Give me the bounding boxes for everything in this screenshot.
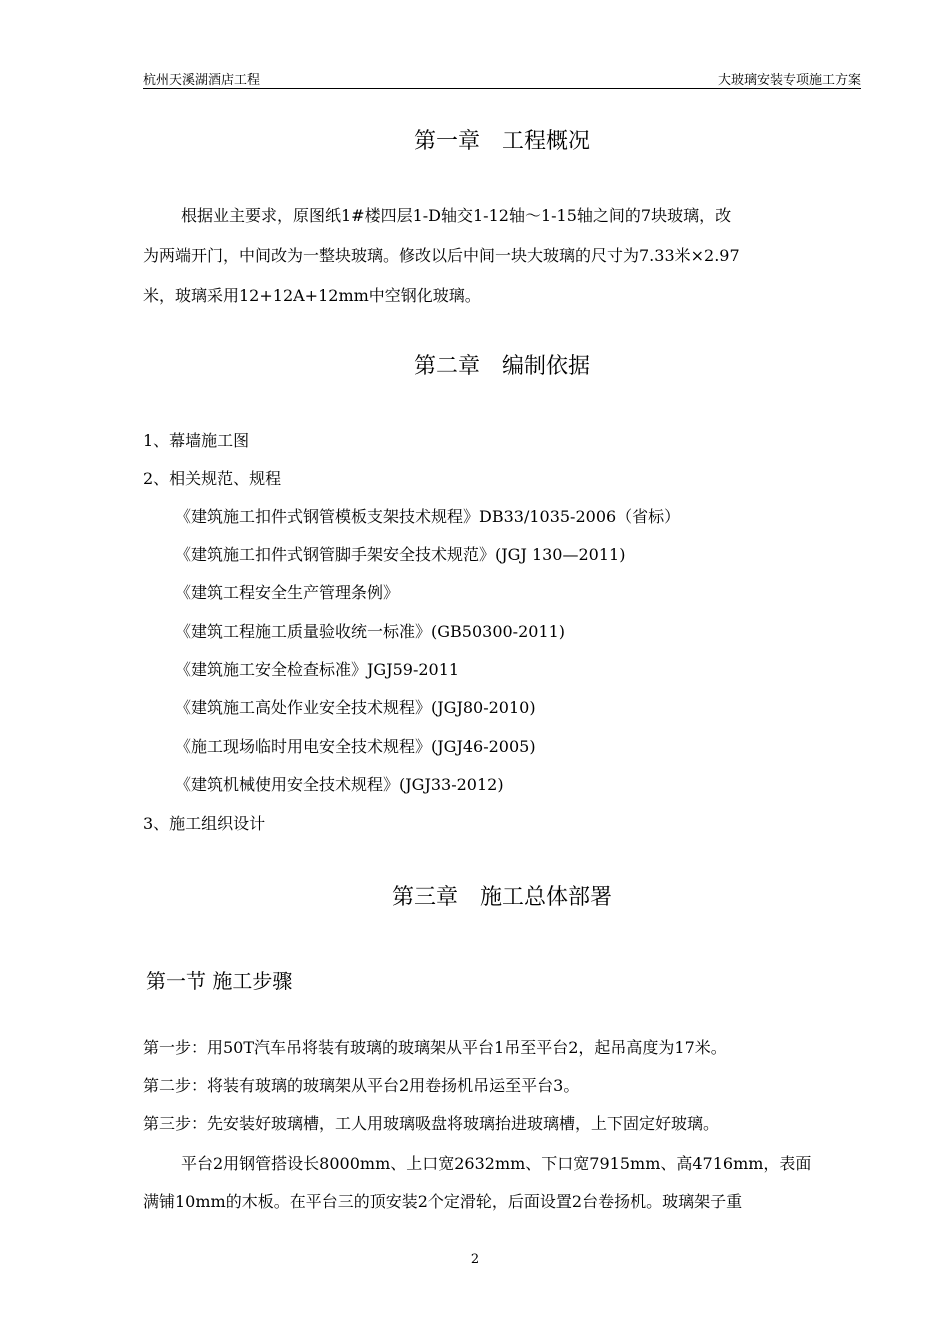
chapter-2-title: 第二章 编制依据 [413,354,590,379]
chapter-1-line-2: 为两端开门，中间改为一整块玻璃。修改以后中间一块大玻璃的尺寸为7.33米×2.97 [143,246,740,265]
basis-item-3: 3、施工组织设计 [143,814,266,833]
chapter-1-line-3: 米，玻璃采用12+12A+12mm中空钢化玻璃。 [143,286,481,305]
step-1: 第一步：用50T汽车吊将装有玻璃的玻璃架从平台1吊至平台2，起吊高度为17米。 [143,1038,727,1057]
basis-item-2: 2、相关规范、规程 [143,469,282,488]
basis-standard-4: 《建筑工程施工质量验收统一标准》(GB50300-2011) [175,622,566,641]
basis-standard-3: 《建筑工程安全生产管理条例》 [175,583,400,602]
platform-paragraph-line-2: 满铺10mm的木板。在平台三的顶安装2个定滑轮，后面设置2台卷扬机。玻璃架子重 [143,1192,743,1211]
platform-paragraph-line-1: 平台2用钢管搭设长8000mm、上口宽2632mm、下口宽7915mm、高4716mm，表面 [181,1154,812,1173]
step-3: 第三步：先安装好玻璃槽，工人用玻璃吸盘将玻璃抬进玻璃槽，上下固定好玻璃。 [143,1114,720,1133]
basis-standard-7: 《施工现场临时用电安全技术规程》(JGJ46-2005) [175,737,536,756]
basis-item-1: 1、幕墙施工图 [143,431,250,450]
chapter-1-title: 第一章 工程概况 [413,129,590,154]
basis-standard-6: 《建筑施工高处作业安全技术规程》(JGJ80-2010) [175,698,536,717]
header-document-title: 大玻璃安装专项施工方案 [717,73,861,88]
basis-standard-5: 《建筑施工安全检查标准》JGJ59-2011 [175,660,460,679]
basis-standard-8: 《建筑机械使用安全技术规程》(JGJ33-2012) [175,775,504,794]
basis-standard-2: 《建筑施工扣件式钢管脚手架安全技术规范》(JGJ 130—2011) [175,545,626,564]
chapter-3-title: 第三章 施工总体部署 [391,885,612,910]
chapter-1-line-1: 根据业主要求，原图纸1#楼四层1-D轴交1-12轴～1-15轴之间的7块玻璃，改 [181,206,732,225]
basis-standard-1: 《建筑施工扣件式钢管模板支架技术规程》DB33/1035-2006（省标） [175,507,681,526]
page-number: 2 [470,1252,480,1267]
step-2: 第二步：将装有玻璃的玻璃架从平台2用卷扬机吊运至平台3。 [143,1076,580,1095]
page-header [143,66,861,89]
header-project-name: 杭州天溪湖酒店工程 [143,73,261,88]
section-1-title: 第一节 施工步骤 [146,969,293,993]
